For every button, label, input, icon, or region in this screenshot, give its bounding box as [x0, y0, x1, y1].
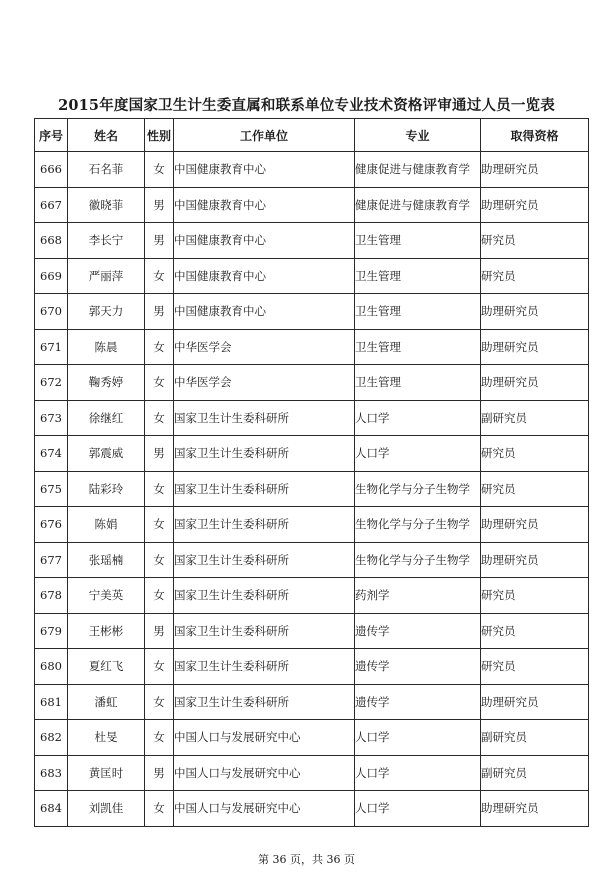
cell-sex: 女 — [145, 400, 174, 436]
cell-org: 国家卫生计生委科研所 — [174, 507, 355, 543]
cell-qual: 助理研究员 — [481, 152, 589, 188]
cell-sex: 女 — [145, 542, 174, 578]
cell-name: 石名菲 — [68, 152, 145, 188]
cell-org: 中国人口与发展研究中心 — [174, 755, 355, 791]
cell-major: 卫生管理 — [355, 329, 481, 365]
cell-org: 中国健康教育中心 — [174, 152, 355, 188]
cell-qual: 研究员 — [481, 578, 589, 614]
cell-sex: 男 — [145, 187, 174, 223]
cell-major: 人口学 — [355, 400, 481, 436]
cell-org: 中华医学会 — [174, 365, 355, 401]
cell-name: 王彬彬 — [68, 613, 145, 649]
cell-no: 672 — [35, 365, 68, 401]
cell-major: 人口学 — [355, 720, 481, 756]
cell-org: 中国健康教育中心 — [174, 187, 355, 223]
cell-sex: 女 — [145, 684, 174, 720]
cell-org: 中华医学会 — [174, 329, 355, 365]
cell-sex: 女 — [145, 791, 174, 827]
cell-major: 人口学 — [355, 755, 481, 791]
cell-qual: 研究员 — [481, 613, 589, 649]
column-header-qual: 取得资格 — [481, 119, 589, 152]
page-title: 2015年度国家卫生计生委直属和联系单位专业技术资格评审通过人员一览表 — [58, 97, 555, 114]
table-row — [35, 365, 589, 401]
table-row — [35, 720, 589, 756]
cell-no: 671 — [35, 329, 68, 365]
cell-major: 卫生管理 — [355, 223, 481, 259]
table-row — [35, 294, 589, 330]
table-row — [35, 684, 589, 720]
cell-major: 生物化学与分子生物学 — [355, 542, 481, 578]
cell-major: 药剂学 — [355, 578, 481, 614]
cell-no: 676 — [35, 507, 68, 543]
cell-sex: 女 — [145, 471, 174, 507]
cell-major: 卫生管理 — [355, 294, 481, 330]
cell-qual: 助理研究员 — [481, 542, 589, 578]
cell-name: 郭天力 — [68, 294, 145, 330]
cell-org: 中国人口与发展研究中心 — [174, 720, 355, 756]
table-header-row — [35, 119, 589, 152]
cell-qual: 助理研究员 — [481, 329, 589, 365]
cell-org: 中国人口与发展研究中心 — [174, 791, 355, 827]
cell-major: 生物化学与分子生物学 — [355, 471, 481, 507]
cell-name: 徐继红 — [68, 400, 145, 436]
cell-sex: 女 — [145, 649, 174, 685]
cell-no: 677 — [35, 542, 68, 578]
column-header-org: 工作单位 — [174, 119, 355, 152]
cell-no: 682 — [35, 720, 68, 756]
cell-org: 国家卫生计生委科研所 — [174, 471, 355, 507]
table-row — [35, 223, 589, 259]
cell-major: 遗传学 — [355, 649, 481, 685]
cell-org: 国家卫生计生委科研所 — [174, 649, 355, 685]
cell-org: 中国健康教育中心 — [174, 294, 355, 330]
cell-name: 鞠秀婷 — [68, 365, 145, 401]
cell-name: 严丽萍 — [68, 258, 145, 294]
cell-name: 刘凯佳 — [68, 791, 145, 827]
column-header-name: 姓名 — [68, 119, 145, 152]
cell-major: 健康促进与健康教育学 — [355, 152, 481, 188]
cell-name: 李长宁 — [68, 223, 145, 259]
cell-sex: 女 — [145, 258, 174, 294]
table-row — [35, 507, 589, 543]
cell-sex: 女 — [145, 507, 174, 543]
cell-qual: 助理研究员 — [481, 294, 589, 330]
cell-org: 国家卫生计生委科研所 — [174, 436, 355, 472]
cell-qual: 副研究员 — [481, 400, 589, 436]
table-row — [35, 187, 589, 223]
table-row — [35, 152, 589, 188]
cell-no: 673 — [35, 400, 68, 436]
cell-name: 杜旻 — [68, 720, 145, 756]
cell-major: 卫生管理 — [355, 258, 481, 294]
cell-no: 678 — [35, 578, 68, 614]
cell-sex: 女 — [145, 365, 174, 401]
cell-major: 生物化学与分子生物学 — [355, 507, 481, 543]
table-row — [35, 791, 589, 827]
cell-no: 667 — [35, 187, 68, 223]
cell-sex: 女 — [145, 152, 174, 188]
cell-qual: 助理研究员 — [481, 791, 589, 827]
cell-major: 人口学 — [355, 436, 481, 472]
cell-major: 卫生管理 — [355, 365, 481, 401]
table-row — [35, 329, 589, 365]
cell-no: 668 — [35, 223, 68, 259]
cell-org: 国家卫生计生委科研所 — [174, 400, 355, 436]
cell-qual: 副研究员 — [481, 720, 589, 756]
cell-sex: 女 — [145, 720, 174, 756]
table-row — [35, 578, 589, 614]
cell-no: 674 — [35, 436, 68, 472]
cell-name: 张瑶楠 — [68, 542, 145, 578]
cell-name: 宁美英 — [68, 578, 145, 614]
cell-sex: 女 — [145, 329, 174, 365]
table-row — [35, 471, 589, 507]
cell-org: 中国健康教育中心 — [174, 223, 355, 259]
cell-major: 遗传学 — [355, 613, 481, 649]
cell-sex: 男 — [145, 294, 174, 330]
cell-org: 国家卫生计生委科研所 — [174, 578, 355, 614]
cell-sex: 男 — [145, 436, 174, 472]
cell-name: 陈晨 — [68, 329, 145, 365]
cell-no: 666 — [35, 152, 68, 188]
cell-name: 陆彩玲 — [68, 471, 145, 507]
cell-name: 郭震威 — [68, 436, 145, 472]
cell-qual: 研究员 — [481, 649, 589, 685]
cell-no: 684 — [35, 791, 68, 827]
cell-sex: 女 — [145, 578, 174, 614]
table-row — [35, 400, 589, 436]
cell-sex: 男 — [145, 755, 174, 791]
cell-major: 遗传学 — [355, 684, 481, 720]
cell-name: 徽晓菲 — [68, 187, 145, 223]
table-row — [35, 436, 589, 472]
cell-name: 陈娟 — [68, 507, 145, 543]
cell-org: 中国健康教育中心 — [174, 258, 355, 294]
column-header-no: 序号 — [35, 119, 68, 152]
cell-org: 国家卫生计生委科研所 — [174, 613, 355, 649]
cell-qual: 研究员 — [481, 436, 589, 472]
table-row — [35, 755, 589, 791]
roster-table — [34, 118, 589, 827]
cell-qual: 研究员 — [481, 258, 589, 294]
page-footer: 第 36 页，共 36 页 — [258, 853, 355, 866]
cell-name: 黄匡时 — [68, 755, 145, 791]
cell-major: 人口学 — [355, 791, 481, 827]
cell-no: 681 — [35, 684, 68, 720]
column-header-major: 专业 — [355, 119, 481, 152]
cell-qual: 助理研究员 — [481, 684, 589, 720]
cell-org: 国家卫生计生委科研所 — [174, 684, 355, 720]
cell-major: 健康促进与健康教育学 — [355, 187, 481, 223]
cell-no: 669 — [35, 258, 68, 294]
cell-name: 潘虹 — [68, 684, 145, 720]
cell-no: 679 — [35, 613, 68, 649]
cell-qual: 助理研究员 — [481, 365, 589, 401]
cell-sex: 男 — [145, 223, 174, 259]
table-row — [35, 258, 589, 294]
cell-qual: 助理研究员 — [481, 507, 589, 543]
cell-qual: 副研究员 — [481, 755, 589, 791]
cell-no: 675 — [35, 471, 68, 507]
table-row — [35, 542, 589, 578]
cell-no: 683 — [35, 755, 68, 791]
cell-qual: 助理研究员 — [481, 187, 589, 223]
cell-org: 国家卫生计生委科研所 — [174, 542, 355, 578]
table-row — [35, 649, 589, 685]
cell-qual: 研究员 — [481, 223, 589, 259]
cell-sex: 男 — [145, 613, 174, 649]
cell-name: 夏红飞 — [68, 649, 145, 685]
cell-no: 680 — [35, 649, 68, 685]
cell-qual: 研究员 — [481, 471, 589, 507]
cell-no: 670 — [35, 294, 68, 330]
column-header-sex: 性别 — [145, 119, 174, 152]
table-row — [35, 613, 589, 649]
